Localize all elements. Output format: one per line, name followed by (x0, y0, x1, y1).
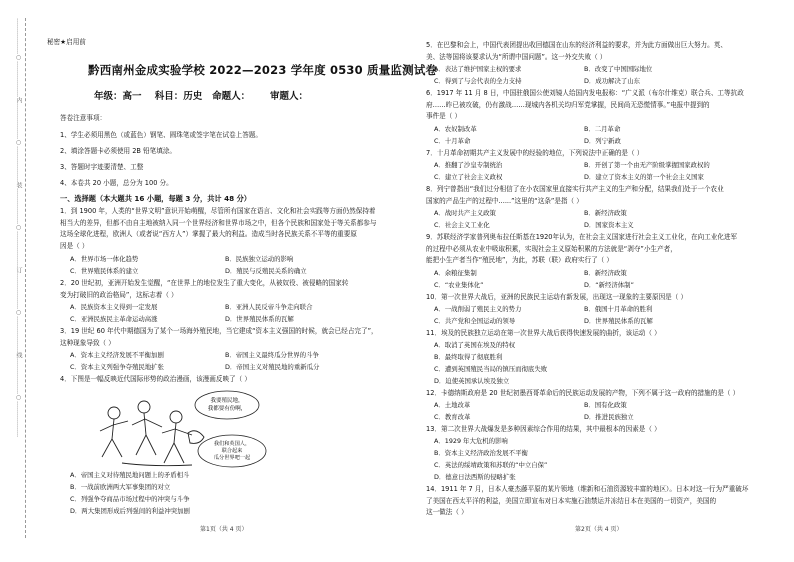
option-a[interactable]: A．1929 年大危机的影响 (434, 437, 508, 445)
option-c[interactable]: C．十月革命 (434, 137, 471, 145)
option-a[interactable]: A．余粮征集制 (434, 269, 477, 277)
option-b[interactable]: B．开创了第一个由无产阶级掌握国家政权的 (584, 161, 710, 169)
binding-margin (6, 18, 32, 538)
question-5 (426, 40, 778, 63)
question-6 (426, 88, 778, 123)
option-c[interactable]: C．资本主义列强争夺殖民地扩张 (70, 363, 164, 371)
cartoon-bubble-bottom-line2: 联合起来 (221, 448, 243, 454)
option-b[interactable]: B．新经济政策 (584, 269, 627, 277)
question-13 (426, 424, 778, 436)
question-line: 12．卡德纳斯政府是 20 世纪初墨西哥革命后的民族运动发展的产物，下列不属于这一政府的措施的是（ ） (426, 389, 740, 397)
notice-item: 1、学生必须用黑色（或蓝色）钢笔、圆珠笔或签字笔在试卷上答题。 (60, 131, 263, 139)
option-c[interactable]: C．社会主义工业化 (434, 221, 490, 229)
question-line: 2．20 世纪初，亚洲开始发生觉醒，“在世界上的地位发生了重大变化，从被奴役、被侵略的国家转 (60, 279, 349, 287)
option-d[interactable]: D．国家资本主义 (584, 221, 634, 229)
cartoon-bubble-bottom-line1: 我们和英国人， (213, 441, 251, 447)
question-line: 8．列宁曾指出“我们过分相信了在小农国家里直接实行共产主义的生产和分配，结果我们处于一个农业 (426, 185, 724, 193)
option-c[interactable]: C．教育改革 (434, 413, 471, 421)
option-c[interactable]: C．建立了社会主义政权 (434, 173, 503, 181)
option-d[interactable]: D．“新经济体制” (584, 281, 634, 289)
option-c[interactable]: C．得到了与会代表的全力支持 (434, 77, 522, 85)
question-line: 府……昨已被攻破，仍有激战……现城内各机关均归军党掌握，民间尚无恐慌情事。”电报中提到的 (426, 100, 710, 109)
question-10 (426, 292, 778, 304)
option-b[interactable]: B．一战前欧洲两大军事集团的对立 (70, 483, 171, 491)
option-d[interactable]: D．殖民与反殖民关系的确立 (225, 267, 307, 275)
option-b[interactable]: B．资本主义经济政治发展不平衡 (434, 449, 528, 457)
option-b[interactable]: B．俄国十月革命的胜利 (584, 305, 653, 313)
option-d[interactable]: D．成功解决了山东 (584, 77, 641, 85)
option-c[interactable]: C．“农业集体化” (434, 281, 484, 289)
option-b[interactable]: B．新经济政策 (584, 209, 627, 217)
binding-seal-text: ………………○………………内………………○………………装………………○………………订………………○………………线………………○……………… (15, 18, 22, 437)
option-c[interactable]: C．世界殖民体系的建立 (70, 267, 139, 275)
option-d[interactable]: D．世界殖民体系的瓦解 (225, 315, 294, 323)
notice-item: 2、填涂答题卡必须使用 2B 铅笔填涂。 (60, 147, 177, 155)
question-14 (426, 484, 778, 519)
question-line: 这场全球化进程，欧洲人（或者说“西方人”）掌握了最大的利益。造成当时各民族关系不平等的重要原 (60, 230, 357, 239)
question-line: 5．在巴黎和会上，中国代表团提出收回德国在山东的经济利益的要求，并为此方面做出巨大努力。英、 (426, 41, 727, 49)
option-a[interactable]: A．帝国主义对待殖民地问题上的矛盾相斗 (70, 471, 190, 479)
question-line: 的过程中必须从农业中吸取积累，实现社会主义原始积累的方法就是“剥夺”小生产者， (426, 244, 677, 253)
option-a[interactable]: A．土地改革 (434, 401, 471, 409)
exam-title: 黔西南州金成实验学校 2022—2023 学年度 0530 质量监测试卷 (88, 63, 438, 77)
page-footer-right: 第2页（共 4 页） (575, 526, 623, 533)
binding-dashed-line (25, 18, 26, 538)
question-line: 7．十月革命初期共产主义发展中的经验的地位，下列说法中正确的是（ ） (426, 149, 644, 157)
option-c[interactable]: C．共产党和全国运动的领导 (434, 317, 516, 325)
option-a[interactable]: A．资本主义经济发展不平衡加剧 (70, 351, 164, 359)
option-d[interactable]: D．世界殖民体系的瓦解 (584, 317, 653, 325)
question-line: 13．第二次世界大战爆发是多种因素综合作用的结果，其中最根本的因素是（ ） (426, 425, 661, 433)
option-d[interactable]: D．建立了资本主义的第一个社会主义国家 (584, 173, 704, 181)
option-a[interactable]: A．战时共产主义政策 (434, 209, 496, 217)
option-d[interactable]: D．推进民族独立 (584, 413, 634, 421)
cartoon-bubble-bottom-line3: 瓜分世界吧一起 (213, 455, 251, 461)
cartoon-bubble-top-line1: 我要殖民地， (210, 398, 244, 404)
option-c[interactable]: C．遭到英国殖民当局的镇压而彻底失败 (434, 365, 548, 373)
option-a[interactable]: A．一战削弱了殖民主义的势力 (434, 305, 522, 313)
question-2 (60, 278, 400, 301)
option-c[interactable]: C．英法的绥靖政策和苏联的“中立自保” (434, 461, 548, 469)
notice-title: 答卷注意事项： (60, 114, 107, 122)
question-line: 11．埃及的民族独立运动在第一次世界大战后获得快速发展的曲折，该运动（ ） (426, 329, 661, 337)
option-c[interactable]: C．亚洲民族民主革命运动高涨 (70, 315, 158, 323)
question-line: 因是（ ） (60, 241, 89, 250)
option-d[interactable]: D．帝国主义对殖民地的重新瓜分 (225, 363, 320, 371)
option-d[interactable]: D．德意日法西斯的侵略扩张 (434, 473, 516, 481)
question-line: 4．下图是一幅反映近代国际形势的政治漫画，该漫画反映了（ ） (60, 375, 251, 383)
option-a[interactable]: A．表达了维护国家主权的要求 (434, 65, 522, 73)
option-b[interactable]: B．二月革命 (584, 125, 621, 133)
section-heading: 一、选择题（本大题共 16 小题，每题 3 分，共计 48 分） (60, 194, 251, 203)
question-line: 14．1911 年 7 月，日本人豪杰藤平原的某片领地（维新和石油资源较丰富的地区）。日本对这一行为严重破坏 (426, 485, 749, 493)
question-9 (426, 232, 778, 267)
question-line: 了美国在西太平洋的利益，美国立即宣布对日本实施石油禁运并冻结日本在美国的一切资产，美国的 (426, 496, 717, 505)
political-cartoon (92, 387, 272, 475)
option-b[interactable]: B．帝国主义最终瓜分世界的斗争 (225, 351, 319, 359)
question-1 (60, 206, 400, 252)
question-7 (426, 148, 778, 160)
question-line: 10．第一次世界大战后，亚洲的民族民主运动有新发展，出现这一现象的主要原因是（ ） (426, 293, 688, 301)
option-a[interactable]: A．世界市场一体化趋势 (70, 255, 139, 263)
notice-item: 3、答题时字迹要清楚、工整 (60, 163, 144, 171)
option-b[interactable]: B．最终取得了彻底胜利 (434, 353, 503, 361)
question-line: 国家的产品生产的过程中......”这里的“这条”是指（ ） (426, 196, 583, 205)
option-d[interactable]: D．迫使英国承认埃及独立 (434, 377, 510, 385)
option-b[interactable]: B．民族独立运动的影响 (225, 255, 294, 263)
exam-meta: 年级：高一 科目：历史 命题人： 审题人： (94, 91, 308, 102)
cartoon-bubble-top-line2: 我都要有份啊， (207, 406, 247, 412)
question-line: 这一做法（ ） (426, 508, 468, 517)
question-line: 事件是（ ） (426, 112, 462, 121)
question-line: 1．到 1900 年，人类的“世界文明”意识开始萌醒，尽管所有国家在语言、文化和社会实践等方面仍然保持着 (60, 207, 376, 215)
question-line: 9．苏联经济学家普列奥布拉任斯基在1920年认为，在社会主义国家进行社会主义工业化，在向工业化进军 (426, 233, 738, 241)
notice-item: 4、本卷共 20 小题，总分为 100 分。 (60, 179, 173, 187)
secret-mark: 秘密★启用前 (47, 38, 86, 46)
option-d[interactable]: D．列宁新政 (584, 137, 621, 145)
question-line: 这种现象导致（ ） (60, 338, 115, 347)
option-b[interactable]: B．改变了中国国际地位 (584, 65, 653, 73)
option-a[interactable]: A．民族资本主义得到一定发展 (70, 303, 158, 311)
question-line: 能把小生产者当作“殖民地”，为此，苏联（联）政府实行了（ ） (426, 256, 613, 265)
option-a[interactable]: A．取消了英国在埃及的特权 (434, 341, 516, 349)
question-line: 3．19 世纪 60 年代中期德国为了某个一场海外殖民地，当它建成“资本主义强国的时候，就会已经占完了”， (60, 327, 378, 335)
question-3 (60, 326, 400, 349)
question-4 (60, 374, 400, 386)
question-line: 相当大的差异，但都不由自主地被纳入同一个世界经济和世界市场之中，但各个民族和国家处于等关系都参与 (60, 218, 377, 227)
option-c[interactable]: C．列强争夺商品市场过程中的冲突与斗争 (70, 495, 190, 503)
option-a[interactable]: A．农奴制改革 (434, 125, 477, 133)
question-line: 美、法等国将该要求认为“所谓中国问题”。这一外交失败（ ） (426, 52, 607, 61)
question-12 (426, 388, 778, 400)
option-b[interactable]: B．亚洲人民反帝斗争走向联合 (225, 303, 313, 311)
option-b[interactable]: B．国有化政策 (584, 401, 627, 409)
question-line: 6．1917 年 11 月 8 日，中国驻俄国公使刘镜人给国内发电报称：“广义派（布尔什维克）联合兵、工等抗政 (426, 89, 744, 97)
page-footer-left: 第1页（共 4 页） (200, 526, 248, 533)
question-line: 变为打破旧的政治格局”，这标志着（ ） (60, 290, 178, 299)
question-8 (426, 184, 778, 207)
question-11 (426, 328, 778, 340)
option-a[interactable]: A．推翻了沙皇专制统治 (434, 161, 503, 169)
option-d[interactable]: D．两大集团形成后列强间的利益冲突加剧 (70, 507, 190, 515)
